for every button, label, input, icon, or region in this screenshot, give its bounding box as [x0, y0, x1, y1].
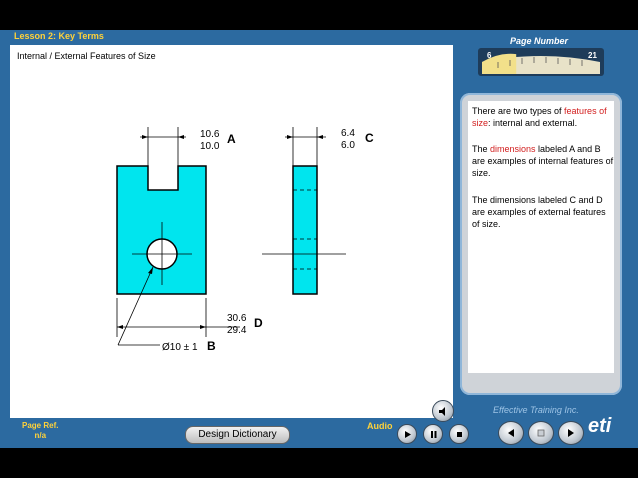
dim-a-top: 10.6: [200, 129, 220, 140]
pause-icon[interactable]: [423, 424, 443, 444]
design-dictionary-button[interactable]: Design Dictionary: [185, 426, 290, 444]
dim-a-bottom: 10.0: [200, 141, 220, 152]
paragraph-2: [472, 143, 614, 179]
page-number-label: Page Number: [510, 36, 569, 46]
features-of-size-link[interactable]: features of size: [472, 106, 607, 128]
dim-b-label: B: [207, 339, 216, 353]
p2-text-end: labeled A and B are examples of internal features of size.: [472, 144, 614, 178]
content-area: [10, 45, 453, 418]
company-name: Effective Training Inc.: [493, 405, 579, 415]
gauge-current: 6: [487, 51, 492, 60]
next-icon[interactable]: [558, 421, 584, 445]
dim-b-value: Ø10 ± 1: [162, 342, 198, 353]
technical-drawing: [10, 45, 453, 418]
stop-icon[interactable]: [449, 424, 469, 444]
p2-text: The: [472, 144, 491, 154]
dim-d-bottom: 29.4: [227, 325, 247, 336]
dim-d-label: D: [254, 316, 263, 330]
paragraph-1: [472, 105, 614, 129]
speaker-icon[interactable]: [432, 400, 454, 422]
eti-logo: eti: [588, 415, 612, 437]
dim-d-top: 30.6: [227, 313, 247, 324]
page-ref: [22, 421, 58, 441]
dim-c-bottom: 6.0: [341, 140, 355, 151]
prev-icon[interactable]: [498, 421, 524, 445]
page-ref-label: Page Ref.: [22, 421, 59, 430]
gauge-total: 21: [588, 51, 597, 60]
info-panel: [460, 93, 622, 395]
dimensions-link[interactable]: dimensions: [490, 144, 536, 154]
p1-text: There are two types of: [472, 106, 565, 116]
dim-a-label: A: [227, 132, 236, 146]
audio-label: Audio: [367, 421, 393, 431]
side-view-part: [293, 166, 317, 294]
paragraph-3: The dimensions labeled C and D are examples of external features of size.: [472, 195, 606, 229]
p1-text-end: : internal and external.: [488, 118, 578, 128]
play-icon[interactable]: [397, 424, 417, 444]
lesson-title: Lesson 2: Key Terms: [14, 31, 104, 41]
dim-c-top: 6.4: [341, 128, 355, 139]
page-ref-value: n/a: [34, 431, 47, 440]
block-part: [117, 166, 206, 294]
info-text-area: [468, 101, 614, 373]
page-gauge: [478, 48, 604, 76]
home-icon[interactable]: [528, 421, 554, 445]
dim-c-label: C: [365, 131, 374, 145]
page-title: Internal / External Features of Size: [17, 51, 156, 61]
